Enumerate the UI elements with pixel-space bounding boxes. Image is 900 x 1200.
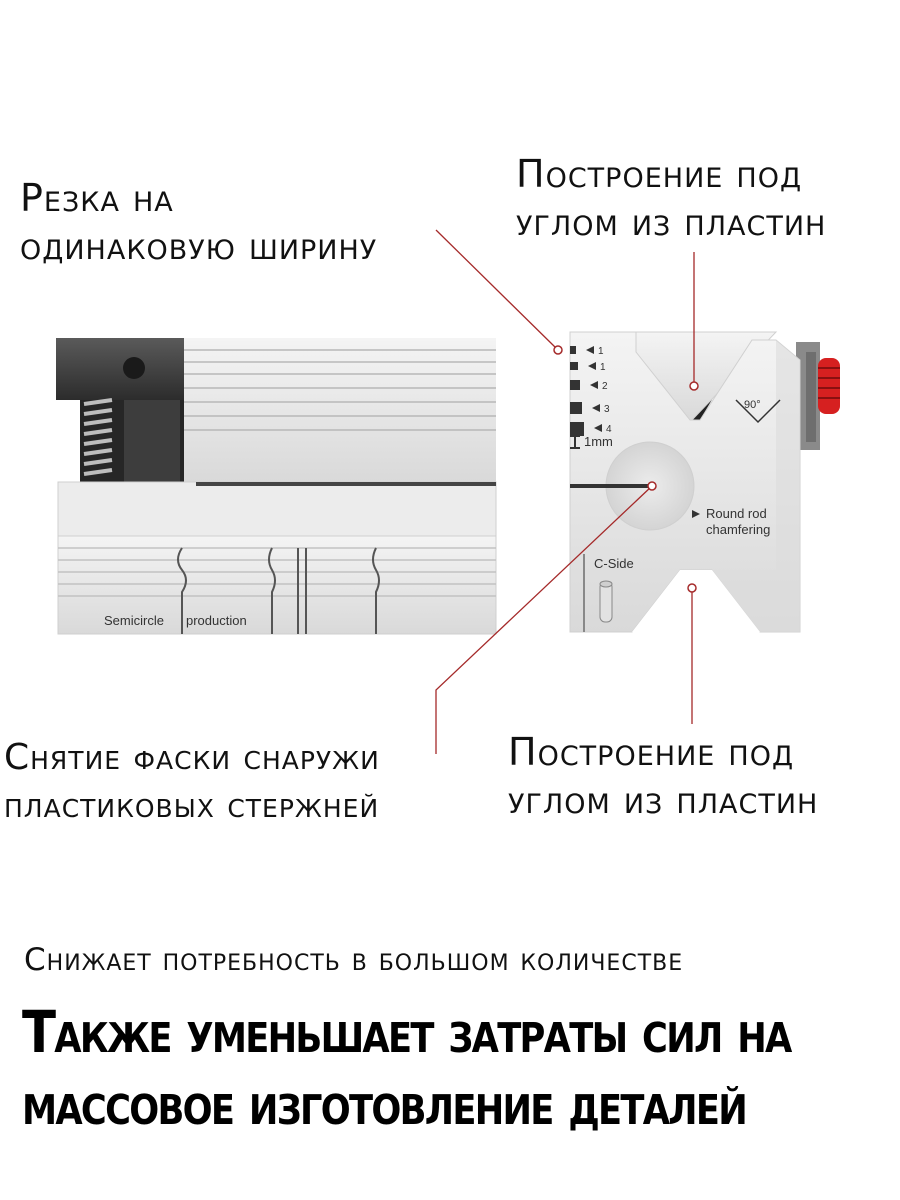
leader-cut (436, 230, 556, 348)
round-rod-label-2: chamfering (706, 522, 771, 537)
clamp-screw-hole (123, 357, 145, 379)
thickness-label: 1mm (584, 434, 613, 449)
angle-label: 90° (744, 399, 761, 411)
semicircle-label: Semicircle (104, 613, 164, 628)
callout-angle-bottom (508, 728, 818, 824)
leader-dot-angle-top (690, 382, 698, 390)
leader-dot-chamfer (648, 482, 656, 490)
callout-angle-top-line-1: Построение под (516, 152, 803, 196)
headline-line-1: Также уменьшает затраты сил на (22, 998, 791, 1066)
red-knob[interactable] (818, 358, 840, 414)
scale-1a: 1 (598, 346, 604, 357)
scale-3: 3 (604, 404, 610, 415)
scale-1b: 1 (600, 362, 606, 373)
callout-cut-line-2: одинаковую ширину (20, 224, 378, 268)
callout-angle-top-line-2: углом из пластин (516, 200, 827, 244)
callout-cut-line-1: Резка на (20, 176, 174, 220)
callout-angle-bottom-line-2: углом из пластин (508, 778, 819, 822)
leader-dot-angle-bottom (688, 584, 696, 592)
callout-chamfer-line-2: пластиковых стержней (4, 785, 380, 826)
scale-2: 2 (602, 381, 608, 392)
headline (22, 996, 791, 1140)
callout-angle-bottom-line-1: Построение под (508, 730, 795, 774)
leader-dot-cut (554, 346, 562, 354)
subtitle: Снижает потребность в большом количестве (24, 942, 684, 978)
callout-chamfer (4, 734, 380, 830)
angle-gauge (570, 332, 840, 632)
round-rod-label-1: Round rod (706, 506, 767, 521)
cutting-block (56, 338, 496, 634)
headline-line-2: массовое изготовление деталей (22, 1070, 746, 1138)
top-rail (184, 338, 496, 482)
c-side-label: C-Side (594, 556, 634, 571)
base-block (58, 482, 496, 536)
scale-4: 4 (606, 424, 612, 435)
clamp-head (56, 338, 184, 400)
rod-icon (600, 582, 612, 622)
callout-chamfer-line-1: Снятие фаски снаружи (4, 737, 380, 778)
production-label: production (186, 613, 247, 628)
